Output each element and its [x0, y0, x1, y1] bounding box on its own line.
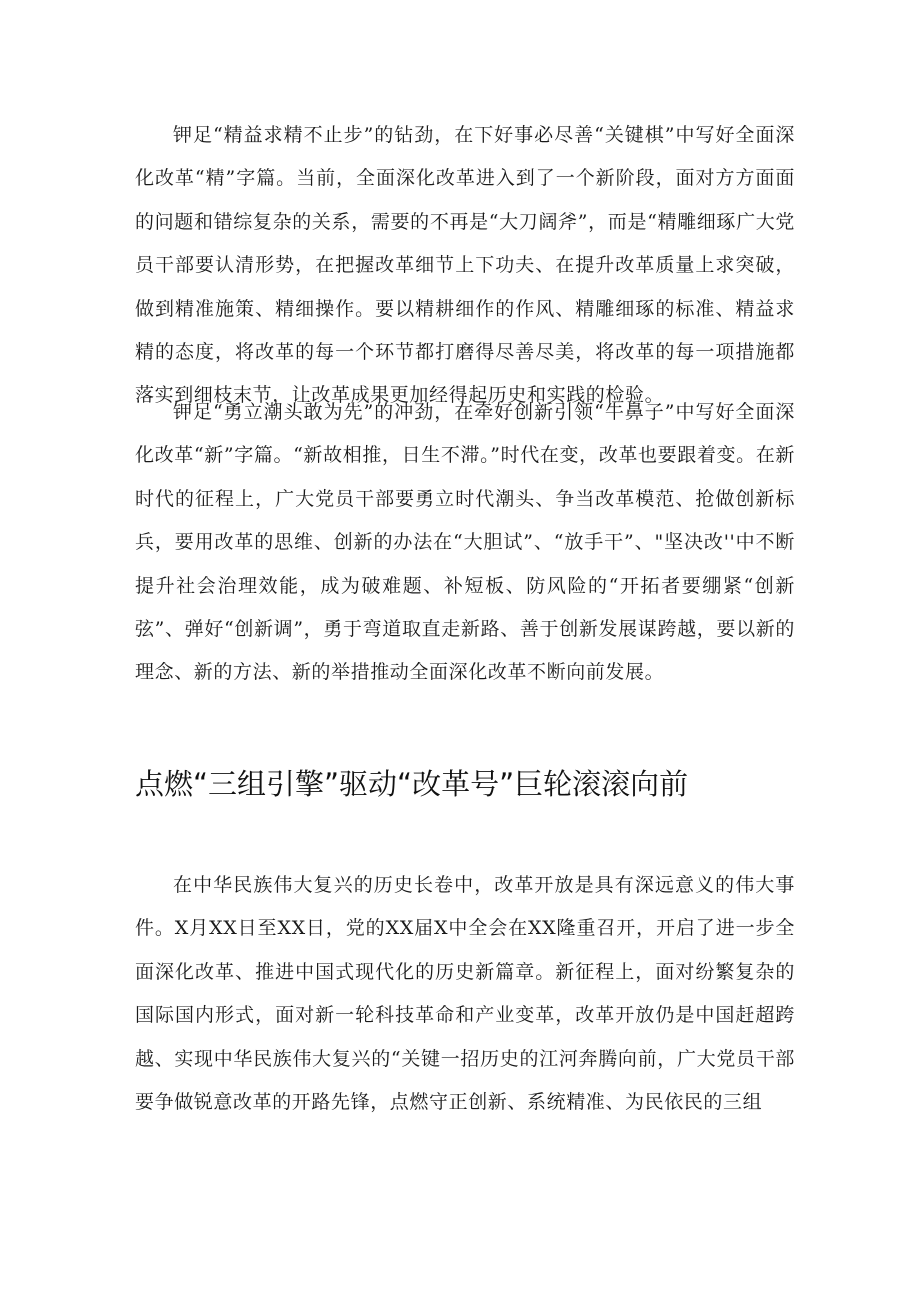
paragraph-innovation: 钾足“勇立潮头敢为先”的冲劲，在牵好创新引领“牛鼻子”中写好全面深化改革“新”字篇。“新故相推，日生不滞。”时代在变，改革也要跟着变。在新时代的征程上，广大党员干部要勇立时代潮头、争当改革模范、抢做创新标兵，要用改革的思维、创新的办法在“大胆试”、“放手干”、"坚决改''中不断提升社会治理效能，成为破难题、补短板、防风险的“开拓者要绷紧“创新弦”、弹好“创新调”，勇于弯道取直走新路、善于创新发展谋跨越，要以新的理念、新的方法、新的举措推动全面深化改革不断向前发展。	[135, 401, 795, 684]
body-section-top	[135, 114, 795, 418]
body-section-middle	[135, 391, 795, 695]
paragraph-precision: 钾足“精益求精不止步”的钻劲，在下好事必尽善“关键棋”中写好全面深化改革“精”字篇。当前，全面深化改革进入到了一个新阶段，面对方方面面的问题和错综复杂的关系，需要的不再是“大刀阔斧”，而是“精雕细琢广大党员干部要认清形势，在把握改革细节上下功夫、在提升改革质量上求突破，做到精准施策、精细操作。要以精耕细作的作风、精雕细琢的标准、精益求精的态度，将改革的每一个环节都打磨得尽善尽美，将改革的每一项措施都落实到细枝末节，让改革成果更加经得起历史和实践的检验。	[135, 124, 795, 407]
body-section-bottom	[135, 864, 795, 1124]
section-heading: 点燃“三组引擎”驱动“改革号”巨轮滚滚向前	[135, 767, 689, 801]
paragraph-reform-history: 在中华民族伟大复兴的历史长卷中，改革开放是具有深远意义的伟大事件。X月XX日至XX日，党的XX届X中全会在XX隆重召开，开启了进一步全面深化改革、推进中国式现代化的历史新篇章。新征程上，面对纷繁复杂的国际国内形式，面对新一轮科技革命和产业变革，改革开放仍是中国赶超跨越、实现中华民族伟大复兴的“关键一招历史的江河奔腾向前，广大党员干部要争做锐意改革的开路先锋，点燃守正创新、系统精准、为民依民的三组	[135, 874, 795, 1114]
